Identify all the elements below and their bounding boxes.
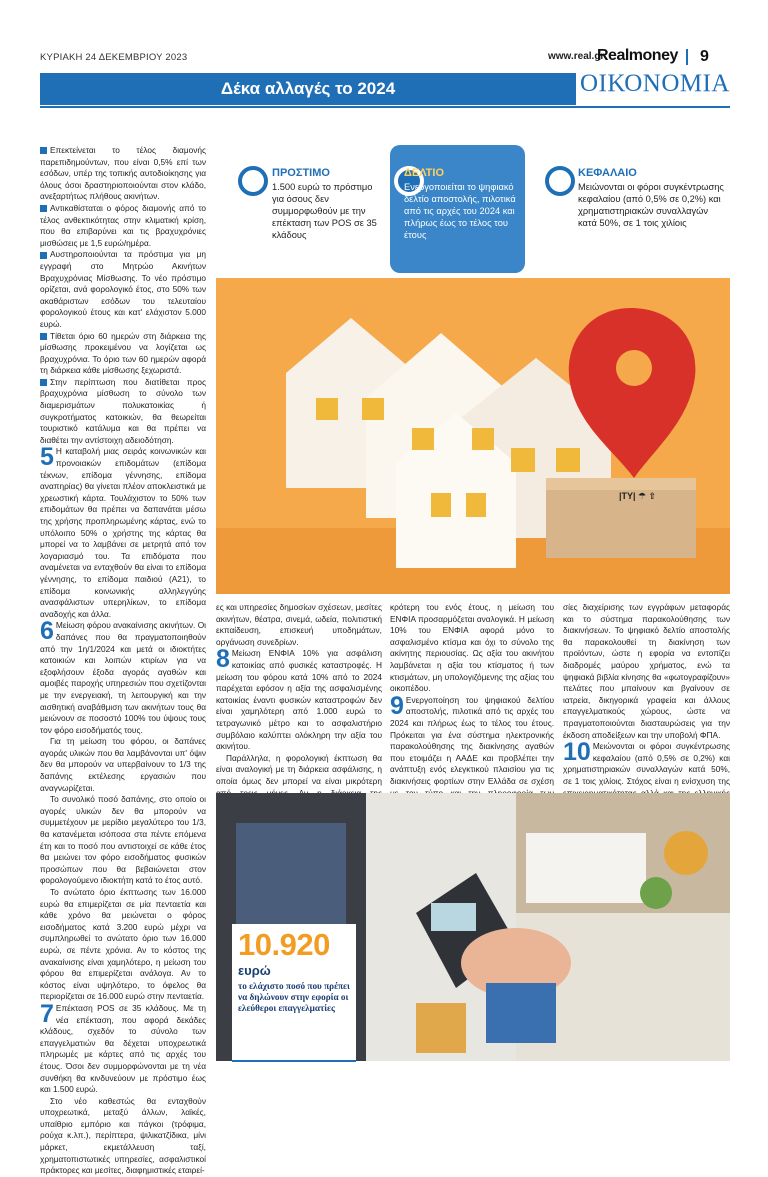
paragraph: Μείωση φόρου ανακαίνισης ακινήτων. Οι δαπάνες που θα πραγματοποιηθούν από την 1η/1/2024 και μετά οι ιδιοκτήτες κατοικιών και λοιπών κτιρίων για να εξοφλήσουν έξοδα αγοράς αγαθών και αμοιβές παροχής υπηρεσιών που σχετίζονται με την ενεργειακή, τη λειτουργική και την αισθητική αναβάθμιση των ακινήτων τους θα μειώνουν σε ποσοστό 100% του ύψους τους τον φόρο εισοδήματός τους. [40,620,206,735]
paragraph: Παράλληλα, η φορολογική έκπτωση θα είναι αναλογική με τη διάρκεια ασφάλισης, η οποία όμως δεν μπορεί να είναι μικρότερη [216,752,382,786]
info-box-title: ΠΡΟΣΤΙΜΟ [272,167,330,179]
paragraph: Μειώνονται οι φόροι συγκέντρωσης κεφαλαίου (από 0,5% σε 0,2%) και χρηματιστηριακών συναλλαγών κατά 50%, σε 1 τοις χιλίοις. Στόχος είναι η ενίσχυση της [563,741,730,786]
paragraph: σίες διαχείρισης των εγγράφων μεταφοράς και το σύστημα παρακολούθησης των διακινήσεων. Το ψηφιακό δελτίο αποστολής θα παρακολουθεί τη διακίνηση των προϊόντων, ώστε η εφορία να εντοπίζει διαδρομές μαύρου χρήματος, ενώ τα ψηφιακά βιβλία κίνησης θα «φωτογραφίζουν» πελάτες που μπαίνουν και βγαίνουν σε ιατρεία, δικηγορικά γραφεία και άλλους επαγγελματικούς χώρους, ώστε να πραγματοποιούνται διασταυρώσεις για την έκδοση αποδείξεων και την υποβολή ΦΠΑ. [563,602,730,740]
paragraph: Μείωση ΕΝΦΙΑ 10% για ασφάλιση κατοικίας από φυσικές καταστροφές. Η μείωση του φόρου κατά 10% από το 2024 παρέχεται εφόσον η αξία της ασφαλισμένης κατοικίας έναντι φυσικών καταστροφών δεν είναι χαμηλότερη από 1.000 ευρώ το τετραγωνικό μέτρο και το ασφαλιστήριο συμβόλαιο καλύπτει ολόκληρη την αξία του ακινήτου. [216,648,382,752]
info-box-text: 1.500 ευρώ το πρόστιμο για όσους δεν συμμορφωθούν με την επέκταση των POS σε 35 κλάδους [272,182,377,240]
stat-callout [232,924,356,1060]
page-number: 9 [700,48,709,65]
callout-rule [232,1060,356,1062]
section-rule [40,106,730,108]
paragraph: ες και υπηρεσίες δημοσίων σχέσεων, μεσίτες ακινήτων, θέατρα, σινεμά, ωδεία, πολιτιστική εκπαίδευση, επισκευή υποδημάτων, οργάνωση συνεδρίων. [216,602,382,647]
info-box-text: Μειώνονται οι φόροι συγκέντρωσης κεφαλαίου (από 0,5% σε 0,2%) και χρηματιστηριακών συναλλαγών κατά 50%, σε 1 τοις χιλίοις [578,182,724,228]
bullet-icon [40,205,47,212]
paragraph: Το ανώτατο όριο έκπτωσης των 16.000 ευρώ θα επιμερίζεται σε μία πενταετία και κάθε χρόνο θα μειώνεται ο φόρος εισοδήματος κατά 3.200 ευρώ μέχρι να συμπληρωθεί το ανώτατο όριο των 16.000 ευρώ, σε πέντε χρόνια. Αν το κόστος της ανακαίνισης είναι χαμηλότερο, η μείωση του φόρου θα επιμερίζεται ανάλογα. Αν το κόστος είναι υψηλότερο, το όφελος θα περιορίζεται σε 16.000 ευρώ στην πενταετία. [40,887,206,1002]
article-banner-title: Δέκα αλλαγές το 2024 [40,73,576,105]
item-number: 6 [40,617,54,646]
article-column-2 [216,602,382,788]
bullet-icon [40,252,47,259]
brand-logo: Realmoney [597,47,678,64]
paragraph: Στην περίπτωση που διατίθεται προς βραχυχρόνια μίσθωση το σύνολο των διαμερισμάτων πολυκατοικίας ή συγκροτήματος κατοικιών, θα θεωρείται τουριστικό κατάλυμα και θα πρέπει να διαθέτει την αντίστοιχη αδειοδότηση. [40,376,206,445]
article-column-1 [40,145,206,1176]
header-divider [686,49,688,65]
box-label: |ΤΥ| ☂ ⇧ [619,491,657,501]
paragraph: Το συνολικό ποσό δαπάνης, στο οποίο οι αγορές υλικών δεν θα μπορούν να συμμετέχουν με μερίδιο μεγαλύτερο του 1/3, θα κατανέμεται ισόποσα στα πέντε επόμενα έτη και το ποσό που αντιστοιχεί σε κάθε έτος θα μειώνει τον φόρο εισοδήματος φυσικών προσώπων που θα βεβαιώνεται στον φορολογούμενο ιδιοκτήτη κατά το έτος αυτό. [40,794,206,886]
bullet-icon [40,147,47,154]
article-column-4 [563,602,730,788]
paragraph: Η καταβολή μιας σειράς κοινωνικών και προνοιακών επιδομάτων (επίδομα τέκνων, επίδομα γέννησης, επίδομα αναπηρίας) θα γίνεται πλέον αποκλειστικά με χρεωστική κάρτα. Τουλάχιστον το 50% των επιδομάτων θα πρέπει να δαπανάται μέσω της χρήσης προπληρωμένης κάρτας, ενώ το υπόλοιπο 50% ο χρήστης της κάρτας θα μπορεί να το λαμβάνει σε μετρητά από τον λογαριασμό του. Τα επιδόματα που αναμένεται να ενταχθούν θα είναι το επίδομα γέννησης, το επίδομα παιδιού (Α21), το επίδομα κοινωνικής αλληλεγγύης ανασφάλιστων υπερηλίκων, το επίδομα αναδοχής και άλλα. [40,446,206,619]
article-column-3 [390,602,554,788]
houses-location-pin-photo [216,278,730,594]
bullet-icon [40,333,47,340]
paragraph: Αντικαθίσταται ο φόρος διαμονής από το τέλος ανθεκτικότητας στην κλιματική κρίση, που θα επιβαρύνει και τις βραχυχρόνιες μισθώσεις με 1,5 ευρώ/ημέρα. [40,202,206,248]
paragraph: Ενεργοποίηση του ψηφιακού δελτίου αποστολής, πιλοτικά από τις αρχές του 2024 και πλήρως έως το τέλος του έτους. Πρόκειται για ένα σύστημα ηλεκτρονικής παρακολούθησης της διακίνησης αγαθών που ετοιμάζει η ΑΑΔΕ και προβλέπει την ανάπτυξη ενός ελεγκτικού πλαισίου για τις διακινήσεις φορτίων στην Ελλάδα σε σχέση [390,694,554,786]
issue-date: ΚΥΡΙΑΚΗ 24 ΔΕΚΕΜΒΡΙΟΥ 2023 [40,52,188,63]
info-box-text: Ενεργοποιείται το ψηφιακό δελτίο αποστολής, πιλοτικά από τις αρχές του 2024 και πλήρως έως το τέλος του έτους [404,182,516,240]
paragraph: Στο νέο καθεστώς θα ενταχθούν υποχρεωτικά, μεταξύ άλλων, λαϊκές, υπαίθριο εμπόριο και πάγκοι (τρόφιμα, ρούχα κ.λπ.), περίπτερα, ψιλικατζίδικα, μίνι μάρκετ, εκμετάλλευση ταξί, χρηματοπιστωτικές υπηρεσίες, ασφαλιστικοί πράκτορες και μεσίτες, διαφημιστικές εταιρεί- [40,1095,206,1176]
section-title: ΟΙΚΟΝΟΜΙΑ [580,70,730,97]
info-box-title: ΔΕΛΤΙΟ [404,167,444,179]
paragraph: Επέκταση POS σε 35 κλάδους. Με τη νέα επέκταση, που αφορά δεκάδες κλάδους, σχεδόν το σύνολο των επαγγελματιών θα δέχεται υποχρεωτικά πληρωμές με κάρτες από τις αρχές του έτους. Όσοι δεν συμμορφώνονται με τη νέα συνθήκη θα κινδυνεύουν με πρόστιμο έως και 1.500 ευρώ. [40,1002,206,1095]
site-url[interactable]: www.real.gr [548,51,605,62]
paragraph: Για τη μείωση του φόρου, οι δαπάνες αγοράς υλικών που θα λαμβάνονται υπ' όψιν δεν θα μπορούν να υπερβαίνουν το 1/3 της δαπάνης εκτέλεσης εργασιών που αναγνωρίζεται. [40,736,206,793]
info-box-title: ΚΕΦΑΛΑΙΟ [578,167,637,179]
info-box-capital [578,167,728,229]
stat-unit: ευρώ [238,963,271,978]
stat-number: 10.920 [238,927,330,962]
paragraph: κρότερη του ενός έτους, η μείωση του ΕΝΦΙΑ προσαρμόζεται αναλογικά. Η μείωση 10% του ΕΝΦΙΑ αφορά μόνο το ασφαλισμένο κτίσμα και όχι το σύνολο της ακίνητης περιουσίας. Ως αξία του ακινήτου λαμβάνεται η αξία του κτίσματος ή των κτισμάτων, μη υπολογιζόμενης της αξίας του οικοπέδου. [390,602,554,694]
info-box-delivery [404,167,516,241]
item-number: 10 [563,738,591,767]
box-circle-icon [545,166,575,196]
box-circle-icon [238,166,268,196]
item-number: 8 [216,645,230,674]
houses-pin-illustration [216,278,730,594]
paragraph: Επεκτείνεται το τέλος διαμονής παρεπιδημούντων, που είναι 0,5% επί των εσόδων, υπέρ της τοπικής αυτοδιοίκησης για όλους όσοι δραστηριοποιούνται στον κλάδο, ανεξαρτήτως πλήθους ακινήτων. [40,145,206,202]
paragraph: Τίθεται όριο 60 ημερών στη διάρκεια της μίσθωσης προκειμένου να λογίζεται ως βραχυχρόνια. Το όριο των 60 ημερών αφορά τη διάρκεια κάθε μίσθωσης ξεχωριστά. [40,330,206,376]
item-number: 5 [40,443,54,472]
item-number: 7 [40,999,54,1028]
stat-description: το ελάχιστο ποσό που πρέπει να δηλώνουν στην εφορία οι ελεύθεροι επαγγελματίες [238,981,350,1013]
bullet-icon [40,379,47,386]
item-number: 9 [390,691,404,720]
info-box-fine [272,167,380,241]
paragraph: Αυστηροποιούνται τα πρόστιμα για μη εγγραφή στο Μητρώο Ακινήτων Βραχυχρόνιας Μίσθωσης. Το νέο πρόστιμο ορίζεται, ανά φορολογικό έτος, στο 50% των ακαθάριστων εσόδων του τελευταίου φορολογικού έτους και κατ' ελάχιστον 5.000 ευρώ. [40,249,206,329]
